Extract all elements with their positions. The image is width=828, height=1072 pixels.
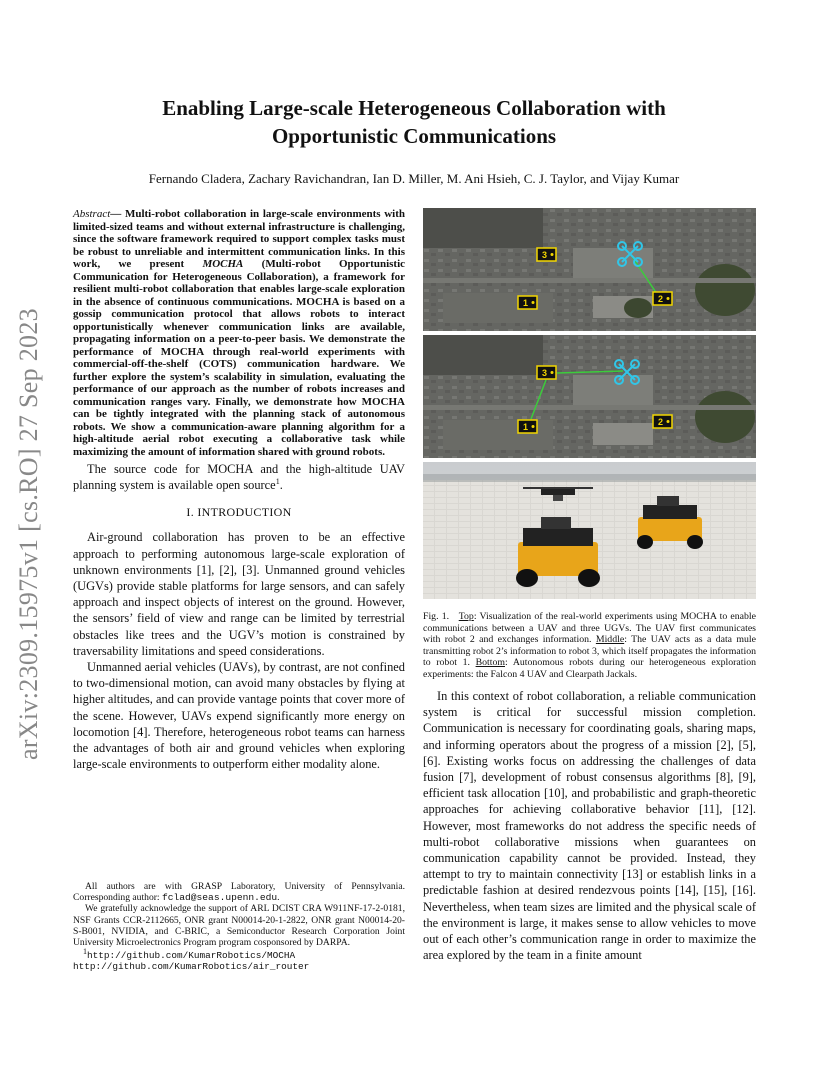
robot-label-1 [518,420,537,433]
robot-label-3 [537,366,556,379]
source-code-paragraph [73,461,405,493]
arxiv-stamp: arXiv:2309.15975v1 [cs.RO] 27 Sep 2023 [14,308,43,760]
intro-paragraph-2: Unmanned aerial vehicles (UAVs), by contrast, are not confined to two-dimensional motion, can avoid many obstacles by flying at higher altitudes, and can provide vantage points that cover more of the scene. However, UAVs expend significantly more energy on locomotion [4]. Therefore, heterogeneous robot teams can harness the advantages of both air and ground vehicles when exploring large-scale environments to outperform either modality alone. [73,660,405,772]
abstract-lead: Abstract [73,208,111,220]
paper-title [60,94,768,150]
abstract-part-2: (Multi-robot Opportunistic Communication for Heterogeneous Collaboration), a framework for resilient multi-robot collaboration that enables large-scale exploration in the absence of continuous communications. MOCHA is based on a gossip communication protocol that allows robots to interact opportunistically whenever communication links are available, propagating information on a peer-to-peer basis. We demonstrate the performance of MOCHA through real-world experiments with commercial-off-the-shelf (COTS) communication hardware. We further explore the system’s scalability in simulation, evaluating the performance of our approach as the number of robots increases and communication ranges vary. Finally, we demonstrate how MOCHA can be tightly integrated with the planning stack of autonomous robots. We show a communication-aware planning algorithm for a high-altitude aerial robot executing a collaborative task while maximizing the amount of information shared with ground robots. [73,258,406,458]
title-line-1: Enabling Large-scale Heterogeneous Collaboration with [162,96,666,120]
author-list: Fernando Cladera, Zachary Ravichandran, Ian D. Miller, M. Ani Hsieh, C. J. Taylor, and Vijay Kumar [148,171,680,186]
section-heading-introduction: I. INTRODUCTION [186,505,292,520]
footnote-url-2 [73,961,405,972]
svg-text:1: 1 [523,298,529,308]
source-code-end: . [279,478,283,493]
svg-text:3: 3 [542,250,548,260]
caption-prefix: Fig. 1. [423,611,450,622]
figure-panel-middle [423,335,756,458]
intro-paragraph-1: Air-ground collaboration has proven to be an effective approach to performing autonomous large-scale exploration of unknown environments [1], [2], [3]. Unmanned ground vehicles (UGVs) provide stable platforms for large sensors, and can safely approach and inspect objects of interest on the ground. However, the sensors’ field of view and range can be limited by terrestrial obstacles like trees and the UGV’s motion is constrained by traversability limitations and speed considerations. [73,530,405,658]
abstract [73,208,405,458]
footnote-mark: 1 [275,477,280,487]
footnote-email-end: . [277,892,280,904]
air-router-repo-link[interactable]: http://github.com/KumarRobotics/air_router [73,961,310,973]
mocha-repo-link[interactable]: http://github.com/KumarRobotics/MOCHA [87,950,296,962]
caption-top-text: : Visualization of the real-world experiments using MOCHA to enable communications between a UAV and three UGVs. The UAV first communicates with robot 2 and exchanges information. [423,611,756,645]
abstract-part-1: Multi-robot collaboration in large-scale environments with limited-sized teams and without external infrastructure is challenging, since the software framework required to support complex tasks must be robust to unreliable and intermittent communication links. In this work, we present [73,208,405,270]
footnote-acknowledgment: We gratefully acknowledge the support of ARL DCIST CRA W911NF-17-2-0181, NSF Grants CCR-2112665, ONR grant N00014-20-1-2822, ONR grant N00014-20-S-B001, NVIDIA, and C-BRIC, a Semiconductor Research Corporation Joint University Microelectronics Program program cosponsored by DARPA. [73,903,405,949]
source-code-text: The source code for MOCHA and the high-altitude UAV planning system is available open source [73,462,405,493]
svg-text:2: 2 [658,417,664,427]
caption-middle-text: : The UAV acts as a data mule transmitting robot 2’s information to robot 3, which itself propagates the information to robot 1. [423,634,756,668]
corresponding-email[interactable]: fclad@seas.upenn.edu [162,892,278,904]
figure-caption [423,611,756,680]
footnote-authors-text: All authors are with GRASP Laboratory, University of Pennsylvania. Corresponding author: [73,881,405,904]
footnote-url-mark: 1 [83,947,87,957]
title-line-2: Opportunistic Communications [271,124,557,148]
right-paragraph: In this context of robot collaboration, a reliable communication system is critical for successful mission completion. Communication is necessary for coordinating goals, sharing maps, and informing operators about the progress of a mission [2], [5], [6]. Existing works focus on addressing the challenges of data fusion [7], development of robust consensus algorithms [8], [9], efficient task allocation [10], and probabilistic and graph-theoretic approaches for achieving collaborative behavior [11], [12]. However, most frameworks do not address the specific needs of multi-robot collaborative missions when guarantees on communication capability cannot be provided. Instead, they attempt to try to maintain connectivity [13] or establish links in a predictable fashion at desired rendezvous points [14], [15], [16]. Nevertheless, when team sizes are limited and the physical scale of the environment is large, it makes sense to allow vehicles to move out of each other’s communication range in order to maximize the area explored by the team in a finite amount [423,689,756,963]
caption-top-label: Top [458,611,474,622]
svg-text:1: 1 [523,422,529,432]
svg-text:2: 2 [658,294,664,304]
robot-label-3 [537,248,556,261]
footnote-url-1 [73,947,405,962]
abstract-mocha: MOCHA [202,258,244,270]
robot-label-2 [653,292,672,305]
svg-text:3: 3 [542,368,548,378]
figure-1 [423,208,756,680]
footnote-authors [73,881,405,903]
robot-label-2 [653,415,672,428]
caption-middle-label: Middle [595,634,625,645]
caption-bottom-text: : Autonomous robots during our heterogeneous exploration experiments: the Falcon 4 UAV and Clearpath Jackals. [423,657,757,680]
left-column [73,208,405,772]
right-column [423,208,756,963]
abstract-dash: — [110,208,122,220]
figure-panel-bottom [423,462,756,599]
caption-bottom-label: Bottom [475,657,505,668]
footnotes [73,881,405,973]
figure-panel-top [423,208,756,331]
robot-label-1 [518,296,537,309]
